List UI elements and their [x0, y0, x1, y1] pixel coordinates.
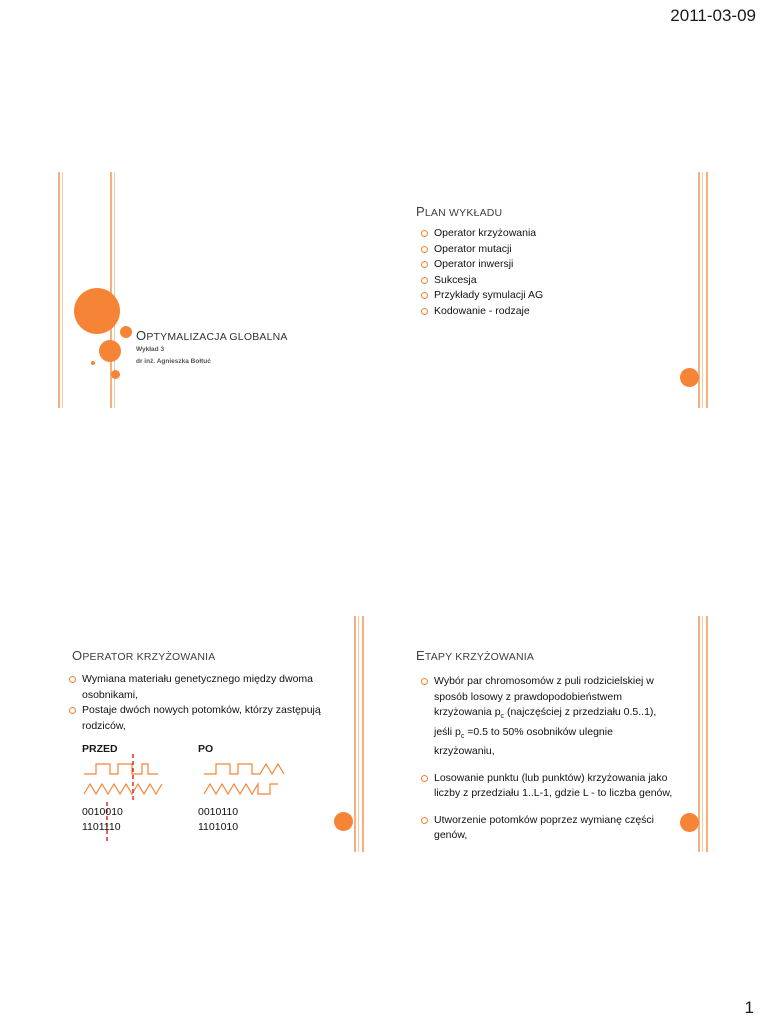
right-stripe — [698, 172, 700, 408]
right-stripe-thin — [702, 616, 703, 852]
small-circle — [120, 326, 132, 338]
slide-crossover-steps — [400, 616, 710, 852]
list-item: Operator inwersji — [420, 257, 690, 273]
list-item: Utworzenie potomków poprzez wymianę części genów, — [420, 813, 676, 844]
small-circle-2 — [111, 370, 120, 379]
tiny-circle — [91, 361, 95, 365]
slide-title — [56, 172, 366, 408]
right-stripe-thin — [702, 172, 703, 408]
left-stripe — [58, 172, 60, 408]
right-stripe-2 — [706, 616, 708, 852]
slide-crossover — [56, 616, 366, 852]
list-item: Sukcesja — [420, 273, 690, 289]
right-stripe-thin — [358, 616, 359, 852]
corner-circle — [334, 812, 353, 831]
slide-heading: ETAPY KRZYŻOWANIA — [416, 648, 535, 663]
slide-heading: OPERATOR KRZYŻOWANIA — [72, 648, 216, 663]
right-stripe-2 — [706, 172, 708, 408]
slide-plan — [400, 172, 710, 408]
steps-list — [420, 674, 676, 844]
print-date: 2011-03-09 — [670, 6, 756, 25]
after-zigzag-wave — [204, 784, 278, 794]
list-item: Kodowanie - rodzaje — [420, 304, 690, 320]
after-label: PO — [198, 743, 214, 755]
page-number: 1 — [744, 998, 754, 1017]
list-item: Operator krzyżowania — [420, 226, 690, 242]
large-circle — [74, 288, 120, 334]
slide-heading: PLAN WYKŁADU — [416, 204, 503, 219]
plan-list — [420, 226, 690, 319]
after-square-wave — [204, 764, 284, 774]
lecture-number: Wykład 3 — [136, 346, 165, 353]
list-item: Przykłady symulacji AG — [420, 288, 690, 304]
author: dr inż. Agnieszka Bołtuć — [136, 358, 211, 365]
list-item: Postaje dwóch nowych potomków, którzy zastępują rodziców, — [68, 703, 338, 734]
corner-circle — [680, 368, 699, 387]
slide-title-text: OPTYMALIZACJA GLOBALNA — [136, 328, 288, 343]
corner-circle — [680, 813, 699, 832]
medium-circle — [99, 340, 121, 362]
before-codes: 0010010 1101110 — [82, 806, 123, 833]
after-codes: 0010110 1101010 — [198, 806, 239, 833]
right-stripe — [698, 616, 700, 852]
left-stripe-thin — [62, 172, 63, 408]
list-item: Operator mutacji — [420, 242, 690, 258]
before-zigzag-wave — [84, 784, 162, 794]
list-item: Wybór par chromosomów z puli rodzicielskiej w sposób losowy z prawdopodobieństwem krzyżowania $p_c$ (najczęściej z przedziału 0.5..1), jeśli $p_c =0.5$ to 50% osobników ulegnie krzyżowaniu, — [420, 674, 676, 760]
list-item: Wymiana materiału genetycznego między dwoma osobnikami, — [68, 672, 338, 703]
right-stripe-2 — [362, 616, 364, 852]
list-item: Losowanie punktu (lub punktów) krzyżowania jako liczby z przedziału 1..L-1, gdzie L - to liczba genów, — [420, 771, 676, 802]
before-label: PRZED — [82, 743, 118, 755]
right-stripe — [354, 616, 356, 852]
before-square-wave — [84, 764, 158, 774]
